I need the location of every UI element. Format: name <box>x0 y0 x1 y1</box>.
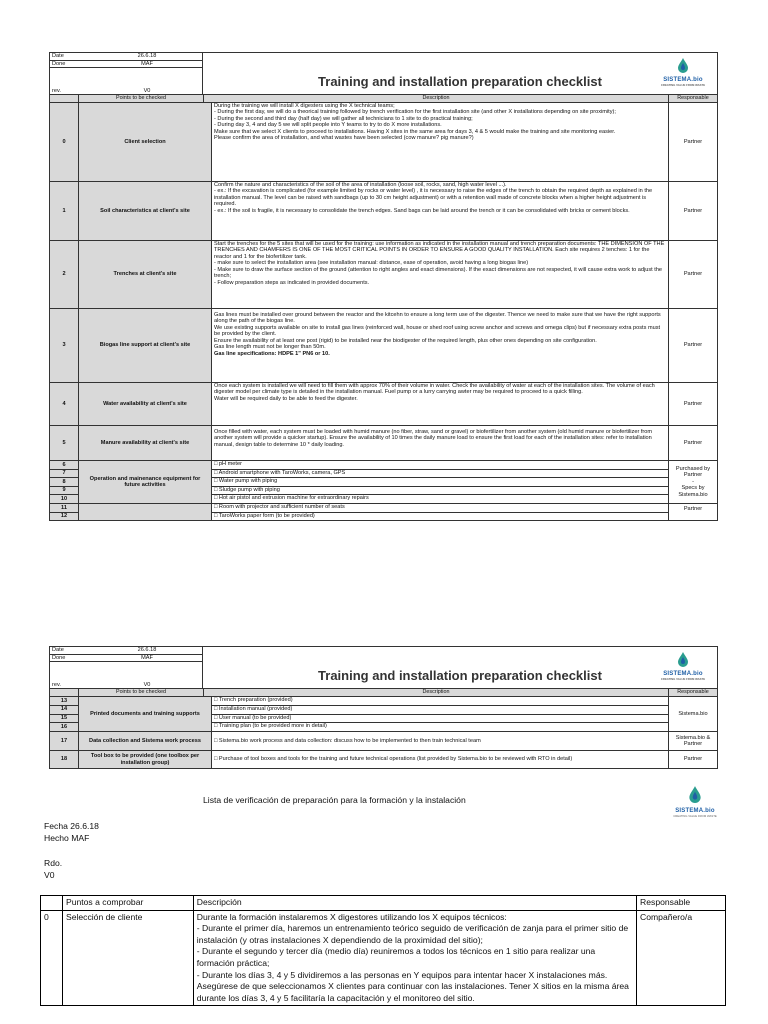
row-point: Water availability at client's site <box>79 383 212 425</box>
table-row: 17 Data collection and Sistema work process □ Sistema.bio work process and data collection: discuss how to be implemented to then train technical team Sistema.bio & Partner <box>50 732 717 751</box>
checklist-item: □ Hot air pistol and extrusion machine for extraordinary repairs <box>214 495 369 502</box>
row-responsible: Partner <box>683 342 703 349</box>
droplet-icon <box>687 785 703 803</box>
row-description: During the training we will install X digesters using the X technical teams; - During the first day, we will do a theorical training followed by trench verification for the first installation site (and other X installations depending on site proximity); - During the second and third day (half day) we will gather all technicians to 1 site to do practical training; - During day 3, 4 and day 5 we will split people into Y teams to try to do X more installations. Make sure that we select X clients to proceed to installations. Having X sites in the same area for days 3, 4 & 5 would make the training and site monitoring easier. Please confirm the area of installation, and what wastes have been selected (cow manure? pig manure?) <box>212 103 669 181</box>
documents-group: 13 14 15 16 Printed documents and training supports □ Trench preparation (provided) □ Installation manual (provided) □ User manual (to be provided) □ Training plan (to be provided more in detail) Sistema.bio <box>50 697 717 732</box>
row-description: Confirm the nature and characteristics of the soil of the area of installation (loose soil, rocks, sand, high water level ...). - ex.: If the excavation is complicated (for example limited by rocks or water level) , it is necessary to raise the edges of the trench to obtain the required depth as explained in the installation manual. The level can be raised with sandbags (up to 30 cm height adjustment) or with a retention wall made of concrete blocks when a higher height adjustment is required. - ex.: If the soil is fragile, it is necessary to consolidate the trench edges. Sand bags can be laid around the trench or it can be consolidated with bricks or cement blocks. <box>212 182 669 240</box>
row-point: Manure availability at client's site <box>79 426 212 460</box>
checklist-item: □ pH meter <box>212 461 668 470</box>
group-responsible: Sistema.bio <box>678 710 708 717</box>
checklist-item: □ Trench preparation (provided) <box>212 697 668 706</box>
checkbox-items <box>212 504 669 520</box>
done-label: Done <box>52 60 66 67</box>
row-description: Gas lines must be installed over ground between the reactor and the kitcehn to ensure a long term use of the digester. Thence we need to make sure that we have the right supports along the path of the biogas line. We use existing supports available on site to install gas lines (reinforced wall, house or shed roof using screw anchor and screws and omega clips) but if necessary extra posts must be provided by the client. Ensure the availability of at least one post (rigid) to be installed near the biodigester of the required length, plus other ones depending on site configuration. Gas line length must not be longer than 50m. Gas line specifications: HDPE 1" PN6 or 10. <box>212 309 669 382</box>
row-responsible: Partner <box>683 400 703 407</box>
sheet-header <box>50 53 717 95</box>
table-row <box>50 383 717 426</box>
col-description: Description <box>204 95 669 102</box>
row-point: Biogas line support at client's site <box>79 309 212 382</box>
checklist-item: □ TaroWorks paper form (to be provided) <box>214 512 315 519</box>
checklist-item: □ Sludge pump with piping <box>212 487 668 496</box>
logo-tagline: CREATING VALUE FROM WASTE <box>660 82 706 87</box>
row-number: 5 <box>50 426 79 460</box>
group-numbers: 11 12 <box>50 504 79 520</box>
checklist-item: □ User manual (to be provided) <box>212 715 668 724</box>
row-responsible: Partner <box>683 138 703 145</box>
checklist-item: □ Installation manual (provided) <box>212 706 668 715</box>
sistema-logo <box>653 57 713 87</box>
table-row: 0 Selección de cliente Durante la formación instalaremos X digestores utilizando los X equipos técnicos: - Durante el primer día, haremos un entrenamiento teórico seguido de verificación de zanja para el primer sitio de instalación (y otras instalaciones X dependiendo de la proximidad del sitio); - Durante el segundo y tercer día (medio día) reuniremos a todos los técnicos en 1 sitio para realizar una formación práctica; - Durante los días 3, 4 y 5 dividiremos a las personas en Y equipos para intentar hacer X instalaciones más. Asegúrese de que seleccionamos X clientes para continuar con las instalaciones. Tener X sitios en la misma área durante los días 3, 4 y 5 facilitaría la capacitación y el monitoreo del sitio. Compañero/a <box>41 910 726 1006</box>
droplet-icon <box>676 651 690 667</box>
version: V0 <box>44 870 55 880</box>
table-row <box>50 426 717 461</box>
table-header-row <box>41 896 726 911</box>
row-number: 2 <box>50 241 79 308</box>
droplet-icon <box>676 57 690 73</box>
column-header <box>50 95 717 103</box>
row-point: Soil characteristics at client's site <box>79 182 212 240</box>
row-number: 4 <box>50 383 79 425</box>
group-responsible: Purchased by Partner - Specs by Sistema.bio <box>675 465 711 498</box>
spanish-table <box>40 895 726 1006</box>
group-point <box>79 504 212 520</box>
row-responsible: Partner <box>683 271 703 278</box>
row-point: Trenches at client's site <box>79 241 212 308</box>
checklist-sheet-1 <box>49 52 718 521</box>
col-description: Descripción <box>193 896 636 911</box>
table-row <box>50 309 717 383</box>
row-responsible: Partner <box>683 207 703 214</box>
done-value: MAF <box>141 60 153 67</box>
meta-block: Date 26.6.18 Done MAF rev. V0 <box>50 647 203 688</box>
col-points: Puntos a comprobar <box>62 896 193 911</box>
table-row <box>50 182 717 241</box>
group-numbers: 6 7 8 9 10 <box>50 461 79 503</box>
rev-value: V0 <box>143 87 151 94</box>
fecha: Fecha 26.6.18 <box>44 821 99 831</box>
table-row <box>50 103 717 182</box>
group-responsible: Partner <box>683 505 703 512</box>
row-description: Once each system is installed we will need to fill them with approx 70% of their volume in water. Check the availability of water at each of the installation sites. The volume of each digester model per climate type is detailed in the installation manual. Fuel pump or a lurry carrying awter may be required to proceed to a quick filling. Water will be required daily to be able to feed the digester. <box>212 383 669 425</box>
sheet-header <box>50 647 717 689</box>
checkbox-items <box>212 461 669 503</box>
row-number: 1 <box>50 182 79 240</box>
sheet-title: Training and installation preparation checklist <box>318 668 602 684</box>
rdo: Rdo. <box>44 858 63 868</box>
gas-line-spec: Gas line specifications: HDPE 1" PN6 or 10. <box>214 350 330 357</box>
date-label: Date <box>52 53 64 59</box>
row-description: Start the trenches for the 5 sites that will be used for the training: use information as indicated in the installation manual and trench preparation documents: THE DIMENSION OF THE TRENCHES AND CHAMFERS IS ONE OF THE MOST CRITICAL POINTS IN ORDER TO ENSURE A GOOD QUALITY INSTALLATION. Each site requires 2 tenches: 1 for the reactor and 1 for the biofertilizer tank. - make sure to select the installation area (see installation manual: distance, ease of operation, avoid having a long biogas line) - Make sure to draw the surface section of the ground (attention to right angles and exact dimensions). If the exact dimensions are not respected, it will cause extra work to adjust the trench; - Follow preparation steps as indicated in provided documents. <box>212 241 669 308</box>
col-responsible: Responsable <box>677 95 709 101</box>
room-group <box>50 504 717 520</box>
logo-name: SISTEMA.bio <box>663 76 703 83</box>
date-value: 26.6.18 <box>137 53 157 59</box>
checklist-sheet-2 <box>49 646 718 769</box>
group-point: Printed documents and training supports <box>79 697 212 731</box>
sistema-logo: SISTEMA.bio CREATING VALUE FROM WASTE <box>653 651 713 681</box>
table-row <box>50 241 717 309</box>
row-number: 0 <box>50 103 79 181</box>
row-number: 3 <box>50 309 79 382</box>
sistema-logo: SISTEMA.bio CREATING VALUE FROM WASTE <box>668 785 722 818</box>
group-point: Operation and mainenance equipment for future activities <box>79 461 212 503</box>
hecho: Hecho MAF <box>44 833 90 843</box>
checklist-item: □ Water pump with piping <box>212 478 668 487</box>
col-points: Points to be checked <box>79 95 204 102</box>
col-responsible: Responsable <box>637 896 726 911</box>
meta-block <box>50 53 203 94</box>
rev-label: rev. <box>52 87 61 94</box>
checklist-item: □ Training plan (to be provided more in detail) <box>214 723 327 730</box>
row-description: Once filled with water, each system must be loaded with humid manure (no fiber, straw, sand or gravel) or biofertilizer from another system (old humid manure or biofertilizer from another system will provide a quicker startup). Ensure the availability of 10 times the daily manure load to ensure the first load for each of the installation sites: refer to installation manual, design table to determine 10 * daily loading. <box>212 426 669 460</box>
row-responsible: Partner <box>683 439 703 446</box>
sheet-title: Training and installation preparation checklist <box>318 74 602 90</box>
equipment-group <box>50 461 717 504</box>
spanish-title: Lista de verificación de preparación para la formación y la instalación <box>203 795 466 805</box>
checklist-item: □ Android smartphone with TaroWorks, camera, GPS <box>212 470 668 479</box>
column-header: Points to be checked Description Responsable <box>50 689 717 697</box>
checklist-item: □ Room with projector and sufficient number of seats <box>212 504 668 513</box>
row-point: Client selection <box>79 103 212 181</box>
table-row: 18 Tool box to be provided (one toolbox per installation group) □ Purchase of tool boxes and tools for the training and future technical operations (list provided by Sistema.bio to be reviewed with RTO in detail) Partner <box>50 751 717 768</box>
